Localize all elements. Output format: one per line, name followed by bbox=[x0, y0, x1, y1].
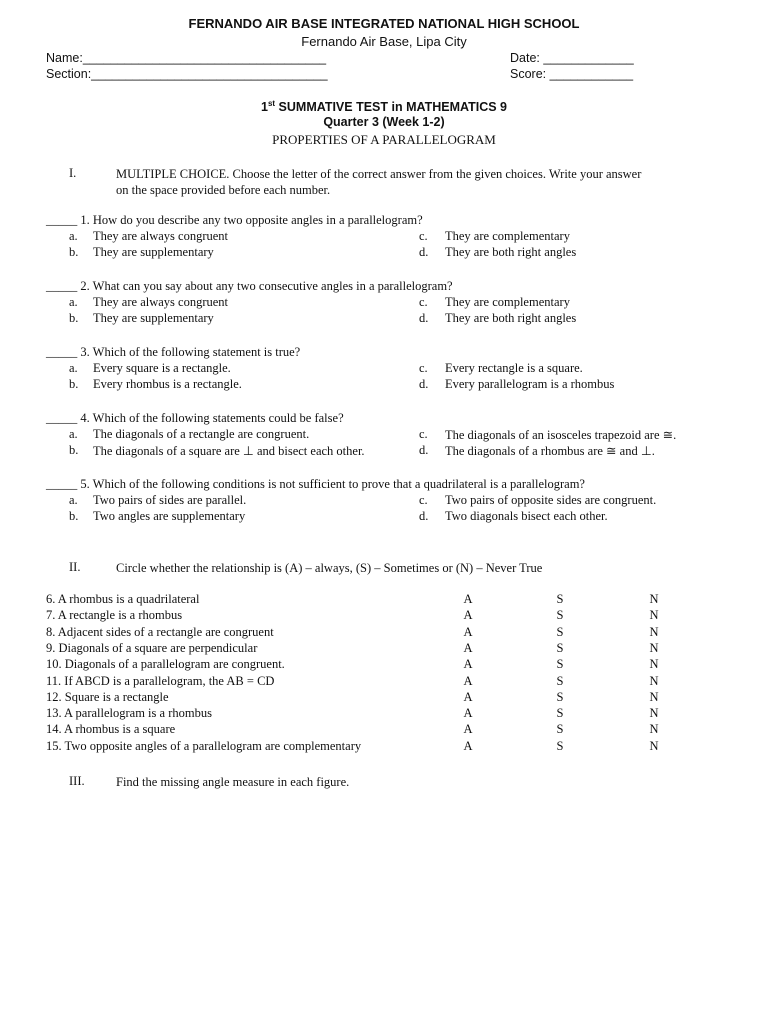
part3-number: III. bbox=[69, 774, 85, 788]
test-title-ordinal-suffix: st bbox=[267, 99, 276, 108]
choice-letter-d: d. bbox=[419, 311, 429, 325]
asn-choice-n[interactable]: N bbox=[649, 706, 659, 720]
part1-number: I. bbox=[69, 166, 77, 180]
asn-choice-a[interactable]: A bbox=[463, 739, 473, 753]
part2-instructions: Circle whether the relationship is (A) – always, (S) – Sometimes or (N) – Never True bbox=[116, 561, 543, 575]
question-stem: _____ 5. Which of the following conditions is not sufficient to prove that a quadrilateral is a parallelogram? bbox=[46, 477, 585, 491]
asn-item-statement: 12. Square is a rectangle bbox=[46, 690, 169, 704]
asn-choice-a[interactable]: A bbox=[463, 706, 473, 720]
choice-letter-c: c. bbox=[419, 493, 428, 507]
asn-choice-n[interactable]: N bbox=[649, 657, 659, 671]
asn-item-statement: 11. If ABCD is a parallelogram, the AB = CD bbox=[46, 674, 275, 688]
asn-item-statement: 15. Two opposite angles of a parallelogram are complementary bbox=[46, 739, 362, 753]
asn-choice-s[interactable]: S bbox=[556, 625, 564, 639]
asn-item-statement: 14. A rhombus is a square bbox=[46, 722, 176, 736]
choice-letter-a: a. bbox=[69, 493, 78, 507]
choice-letter-b: b. bbox=[69, 377, 79, 391]
choice-letter-b: b. bbox=[69, 509, 79, 523]
asn-choice-n[interactable]: N bbox=[649, 608, 659, 622]
choice-letter-c: c. bbox=[419, 295, 428, 309]
part1-instructions-line1: MULTIPLE CHOICE. Choose the letter of the correct answer from the given choices. Write your answer bbox=[116, 167, 642, 181]
asn-choice-s[interactable]: S bbox=[556, 592, 564, 606]
asn-choice-s[interactable]: S bbox=[556, 657, 564, 671]
part3-instructions: Find the missing angle measure in each figure. bbox=[116, 775, 350, 789]
asn-choice-a[interactable]: A bbox=[463, 625, 473, 639]
choice-letter-d: d. bbox=[419, 509, 429, 523]
choice-c-text: They are complementary bbox=[445, 229, 570, 243]
date-field-line: Date: _____________ bbox=[510, 51, 634, 65]
choice-b-text: They are supplementary bbox=[93, 311, 214, 325]
school-address: Fernando Air Base, Lipa City bbox=[301, 34, 467, 49]
choice-d-text: They are both right angles bbox=[445, 245, 577, 259]
choice-a-text: They are always congruent bbox=[93, 295, 229, 309]
asn-choice-n[interactable]: N bbox=[649, 722, 659, 736]
test-title-text: SUMMATIVE TEST in MATHEMATICS 9 bbox=[275, 100, 508, 115]
asn-choice-s[interactable]: S bbox=[556, 722, 564, 736]
question-stem: _____ 2. What can you say about any two consecutive angles in a parallelogram? bbox=[46, 279, 453, 293]
asn-item-statement: 8. Adjacent sides of a rectangle are congruent bbox=[46, 625, 274, 639]
choice-letter-c: c. bbox=[419, 229, 428, 243]
choice-letter-a: a. bbox=[69, 427, 78, 441]
choice-letter-b: b. bbox=[69, 311, 79, 325]
choice-b-text: Every rhombus is a rectangle. bbox=[93, 377, 242, 391]
choice-letter-c: c. bbox=[419, 361, 428, 375]
asn-choice-n[interactable]: N bbox=[649, 625, 659, 639]
choice-b-text: Two angles are supplementary bbox=[93, 509, 246, 523]
asn-choice-a[interactable]: A bbox=[463, 608, 473, 622]
choice-d-text: Two diagonals bisect each other. bbox=[445, 509, 608, 523]
asn-item-statement: 13. A parallelogram is a rhombus bbox=[46, 706, 212, 720]
choice-letter-d: d. bbox=[419, 443, 429, 457]
asn-item-statement: 9. Diagonals of a square are perpendicular bbox=[46, 641, 258, 655]
choice-a-text: Every square is a rectangle. bbox=[93, 361, 231, 375]
choice-letter-a: a. bbox=[69, 229, 78, 243]
asn-choice-n[interactable]: N bbox=[649, 641, 659, 655]
asn-choice-n[interactable]: N bbox=[649, 690, 659, 704]
choice-a-text: They are always congruent bbox=[93, 229, 229, 243]
asn-choice-a[interactable]: A bbox=[463, 657, 473, 671]
choice-a-text: Two pairs of sides are parallel. bbox=[93, 493, 247, 507]
choice-letter-b: b. bbox=[69, 443, 79, 457]
asn-item-statement: 10. Diagonals of a parallelogram are congruent. bbox=[46, 657, 285, 671]
asn-item-statement: 6. A rhombus is a quadrilateral bbox=[46, 592, 200, 606]
asn-choice-a[interactable]: A bbox=[463, 690, 473, 704]
question-stem: _____ 1. How do you describe any two opposite angles in a parallelogram? bbox=[46, 213, 423, 227]
asn-choice-s[interactable]: S bbox=[556, 674, 564, 688]
test-title bbox=[0, 99, 768, 114]
asn-choice-a[interactable]: A bbox=[463, 674, 473, 688]
school-name: FERNANDO AIR BASE INTEGRATED NATIONAL HIGH SCHOOL bbox=[188, 16, 580, 31]
choice-c-text: They are complementary bbox=[445, 295, 570, 309]
part2-number: II. bbox=[69, 560, 81, 574]
choice-letter-b: b. bbox=[69, 245, 79, 259]
section-field-line: Section:__________________________________ bbox=[46, 67, 328, 81]
test-topic: PROPERTIES OF A PARALLELOGRAM bbox=[272, 132, 496, 147]
asn-choice-s[interactable]: S bbox=[556, 706, 564, 720]
test-quarter: Quarter 3 (Week 1-2) bbox=[323, 115, 445, 129]
asn-choice-a[interactable]: A bbox=[463, 722, 473, 736]
question-stem: _____ 4. Which of the following statements could be false? bbox=[46, 411, 344, 425]
choice-c-text: The diagonals of an isosceles trapezoid are ≅. bbox=[445, 428, 677, 442]
choice-letter-a: a. bbox=[69, 361, 78, 375]
choice-c-text: Every rectangle is a square. bbox=[445, 361, 583, 375]
asn-choice-n[interactable]: N bbox=[649, 592, 659, 606]
choice-letter-d: d. bbox=[419, 377, 429, 391]
asn-choice-s[interactable]: S bbox=[556, 608, 564, 622]
choice-b-text: The diagonals of a square are ⊥ and bisect each other. bbox=[93, 444, 365, 458]
choice-d-text: They are both right angles bbox=[445, 311, 577, 325]
asn-choice-s[interactable]: S bbox=[556, 641, 564, 655]
score-field-line: Score: ____________ bbox=[510, 67, 634, 81]
asn-choice-n[interactable]: N bbox=[649, 739, 659, 753]
choice-b-text: They are supplementary bbox=[93, 245, 214, 259]
asn-choice-n[interactable]: N bbox=[649, 674, 659, 688]
choice-d-text: The diagonals of a rhombus are ≅ and ⊥. bbox=[445, 444, 655, 458]
asn-choice-a[interactable]: A bbox=[463, 592, 473, 606]
part1-instructions-line2: on the space provided before each number. bbox=[116, 183, 331, 197]
choice-letter-d: d. bbox=[419, 245, 429, 259]
name-field-line: Name:___________________________________ bbox=[46, 51, 327, 65]
choice-c-text: Two pairs of opposite sides are congruent. bbox=[445, 493, 657, 507]
question-stem: _____ 3. Which of the following statement is true? bbox=[46, 345, 301, 359]
test-title-ordinal: 1 bbox=[260, 100, 268, 115]
choice-a-text: The diagonals of a rectangle are congruent. bbox=[93, 427, 310, 441]
asn-choice-s[interactable]: S bbox=[556, 690, 564, 704]
choice-letter-a: a. bbox=[69, 295, 78, 309]
choice-d-text: Every parallelogram is a rhombus bbox=[445, 377, 615, 391]
choice-letter-c: c. bbox=[419, 427, 428, 441]
asn-item-statement: 7. A rectangle is a rhombus bbox=[46, 608, 183, 622]
asn-choice-s[interactable]: S bbox=[556, 739, 564, 753]
asn-choice-a[interactable]: A bbox=[463, 641, 473, 655]
